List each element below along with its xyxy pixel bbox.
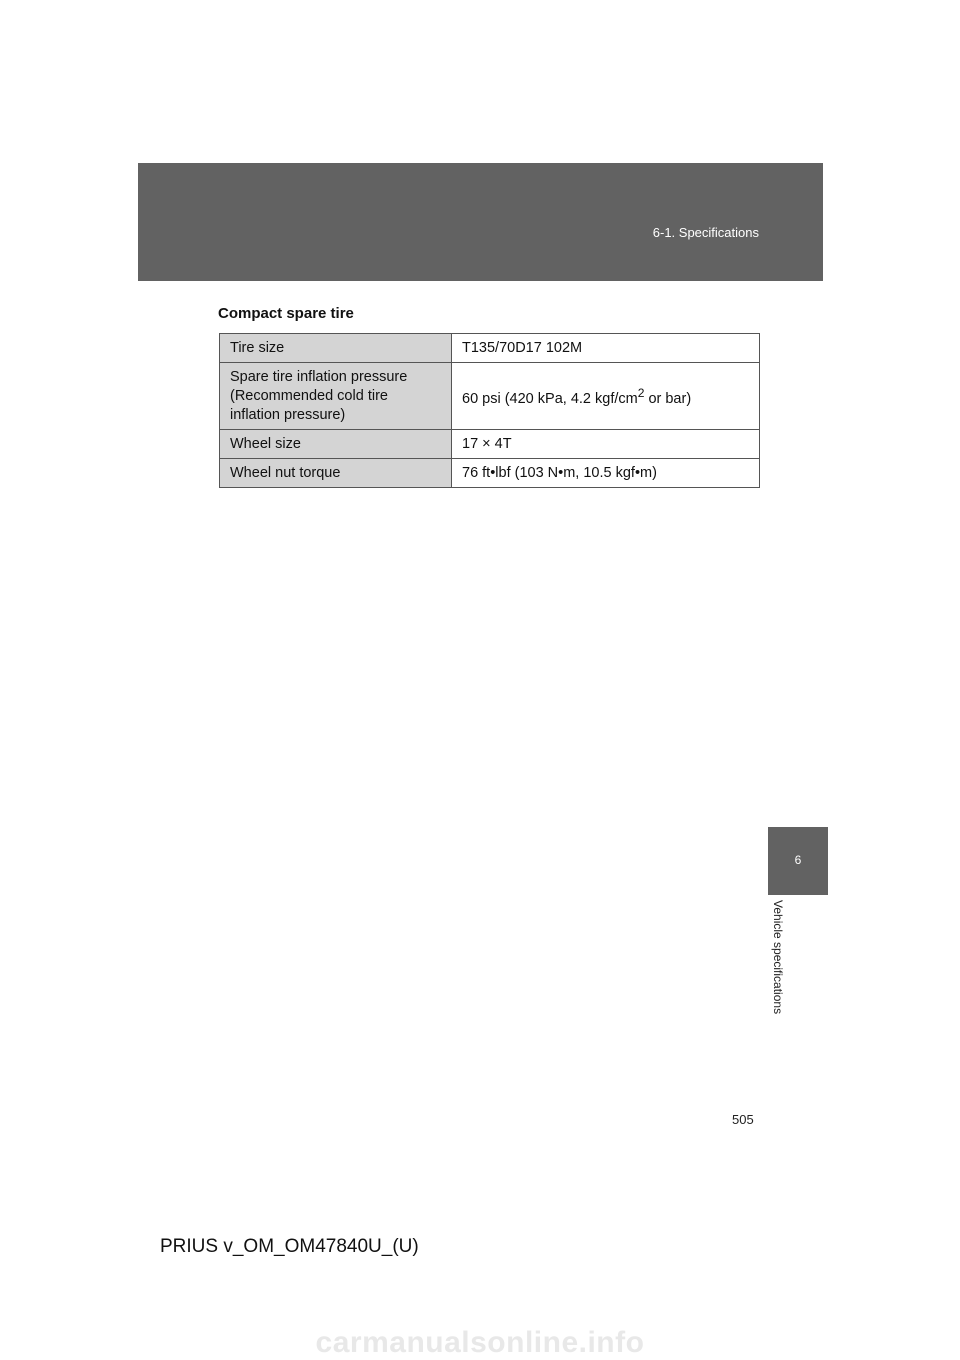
table-row bbox=[220, 363, 760, 430]
value-text: 60 psi (420 kPa, 4.2 kgf/cm bbox=[462, 390, 638, 407]
page-number: 505 bbox=[732, 1112, 754, 1127]
row-label: Tire size bbox=[220, 334, 452, 363]
row-value: T135/70D17 102M bbox=[452, 334, 760, 363]
row-label: Wheel size bbox=[220, 430, 452, 459]
chapter-title: Vehicle specifications bbox=[771, 900, 785, 1015]
row-value: 17 × 4T bbox=[452, 430, 760, 459]
superscript: 2 bbox=[637, 385, 645, 400]
header-band bbox=[138, 163, 823, 281]
table-row bbox=[220, 459, 760, 488]
document-id: PRIUS v_OM_OM47840U_(U) bbox=[160, 1236, 419, 1257]
section-heading: Compact spare tire bbox=[218, 305, 354, 322]
watermark: carmanualsonline.info bbox=[315, 1326, 645, 1359]
row-label: Wheel nut torque bbox=[220, 459, 452, 488]
table-row bbox=[220, 334, 760, 363]
chapter-title-area bbox=[760, 900, 796, 1048]
chapter-number: 6 bbox=[794, 853, 802, 867]
value-text: or bar) bbox=[644, 390, 692, 407]
row-label: Spare tire inflation pressure (Recommended cold tire inflation pressure) bbox=[220, 363, 452, 430]
table-row bbox=[220, 430, 760, 459]
row-value bbox=[452, 363, 760, 430]
spare-tire-spec-table bbox=[219, 333, 760, 488]
section-breadcrumb: 6-1. Specifications bbox=[652, 225, 759, 240]
row-value: 76 ft•lbf (103 N•m, 10.5 kgf•m) bbox=[452, 459, 760, 488]
chapter-tab bbox=[768, 827, 828, 895]
